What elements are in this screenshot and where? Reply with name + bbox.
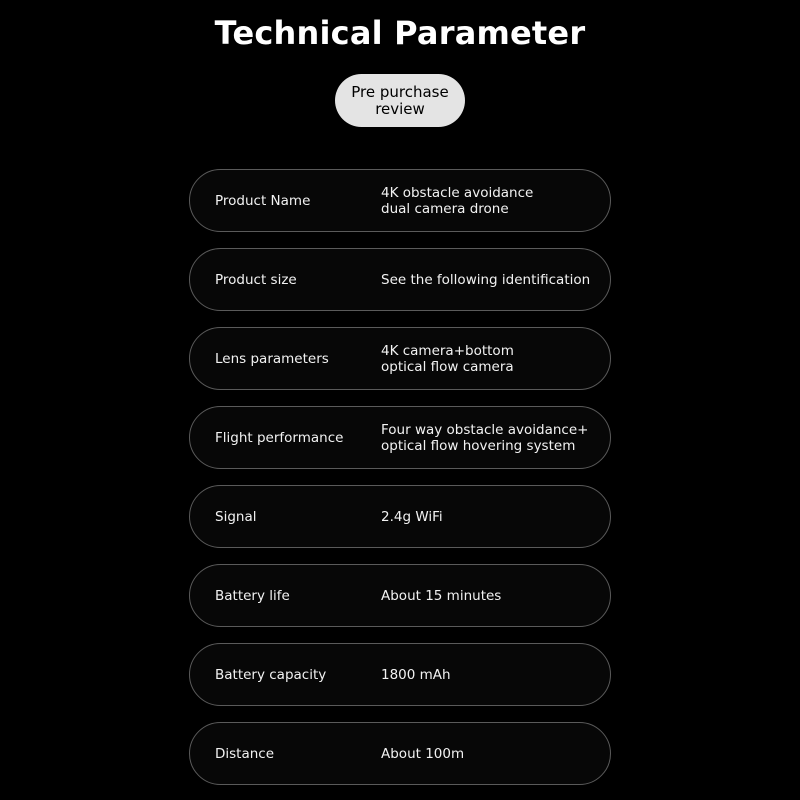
spec-value: Four way obstacle avoidance+ optical flow hovering system [381,421,589,454]
spec-row-product-size [189,248,611,311]
spec-value: About 100m [381,745,465,762]
spec-label: Product size [215,271,297,288]
spec-label: Signal [215,508,257,525]
spec-label: Battery life [215,587,290,604]
spec-value: 4K camera+bottom optical flow camera [381,342,514,375]
spec-row-flight-performance [189,406,611,469]
page-title: Technical Parameter [214,14,586,52]
spec-row-signal [189,485,611,548]
spec-row-battery-capacity [189,643,611,706]
spec-value: 4K obstacle avoidance dual camera drone [381,184,534,217]
spec-value: 2.4g WiFi [381,508,443,525]
spec-row-lens-parameters [189,327,611,390]
spec-label: Flight performance [215,429,344,446]
spec-value: 1800 mAh [381,666,451,683]
spec-label: Distance [215,745,275,762]
spec-row-battery-life [189,564,611,627]
pre-purchase-review-button[interactable] [335,74,465,127]
spec-row-distance [189,722,611,785]
spec-row-product-name [189,169,611,232]
spec-label: Product Name [215,192,311,209]
spec-label: Lens parameters [215,350,329,367]
spec-label: Battery capacity [215,666,327,683]
spec-value: About 15 minutes [381,587,502,604]
pre-purchase-review-label: Pre purchase review [351,82,449,118]
spec-value: See the following identification [381,271,591,288]
